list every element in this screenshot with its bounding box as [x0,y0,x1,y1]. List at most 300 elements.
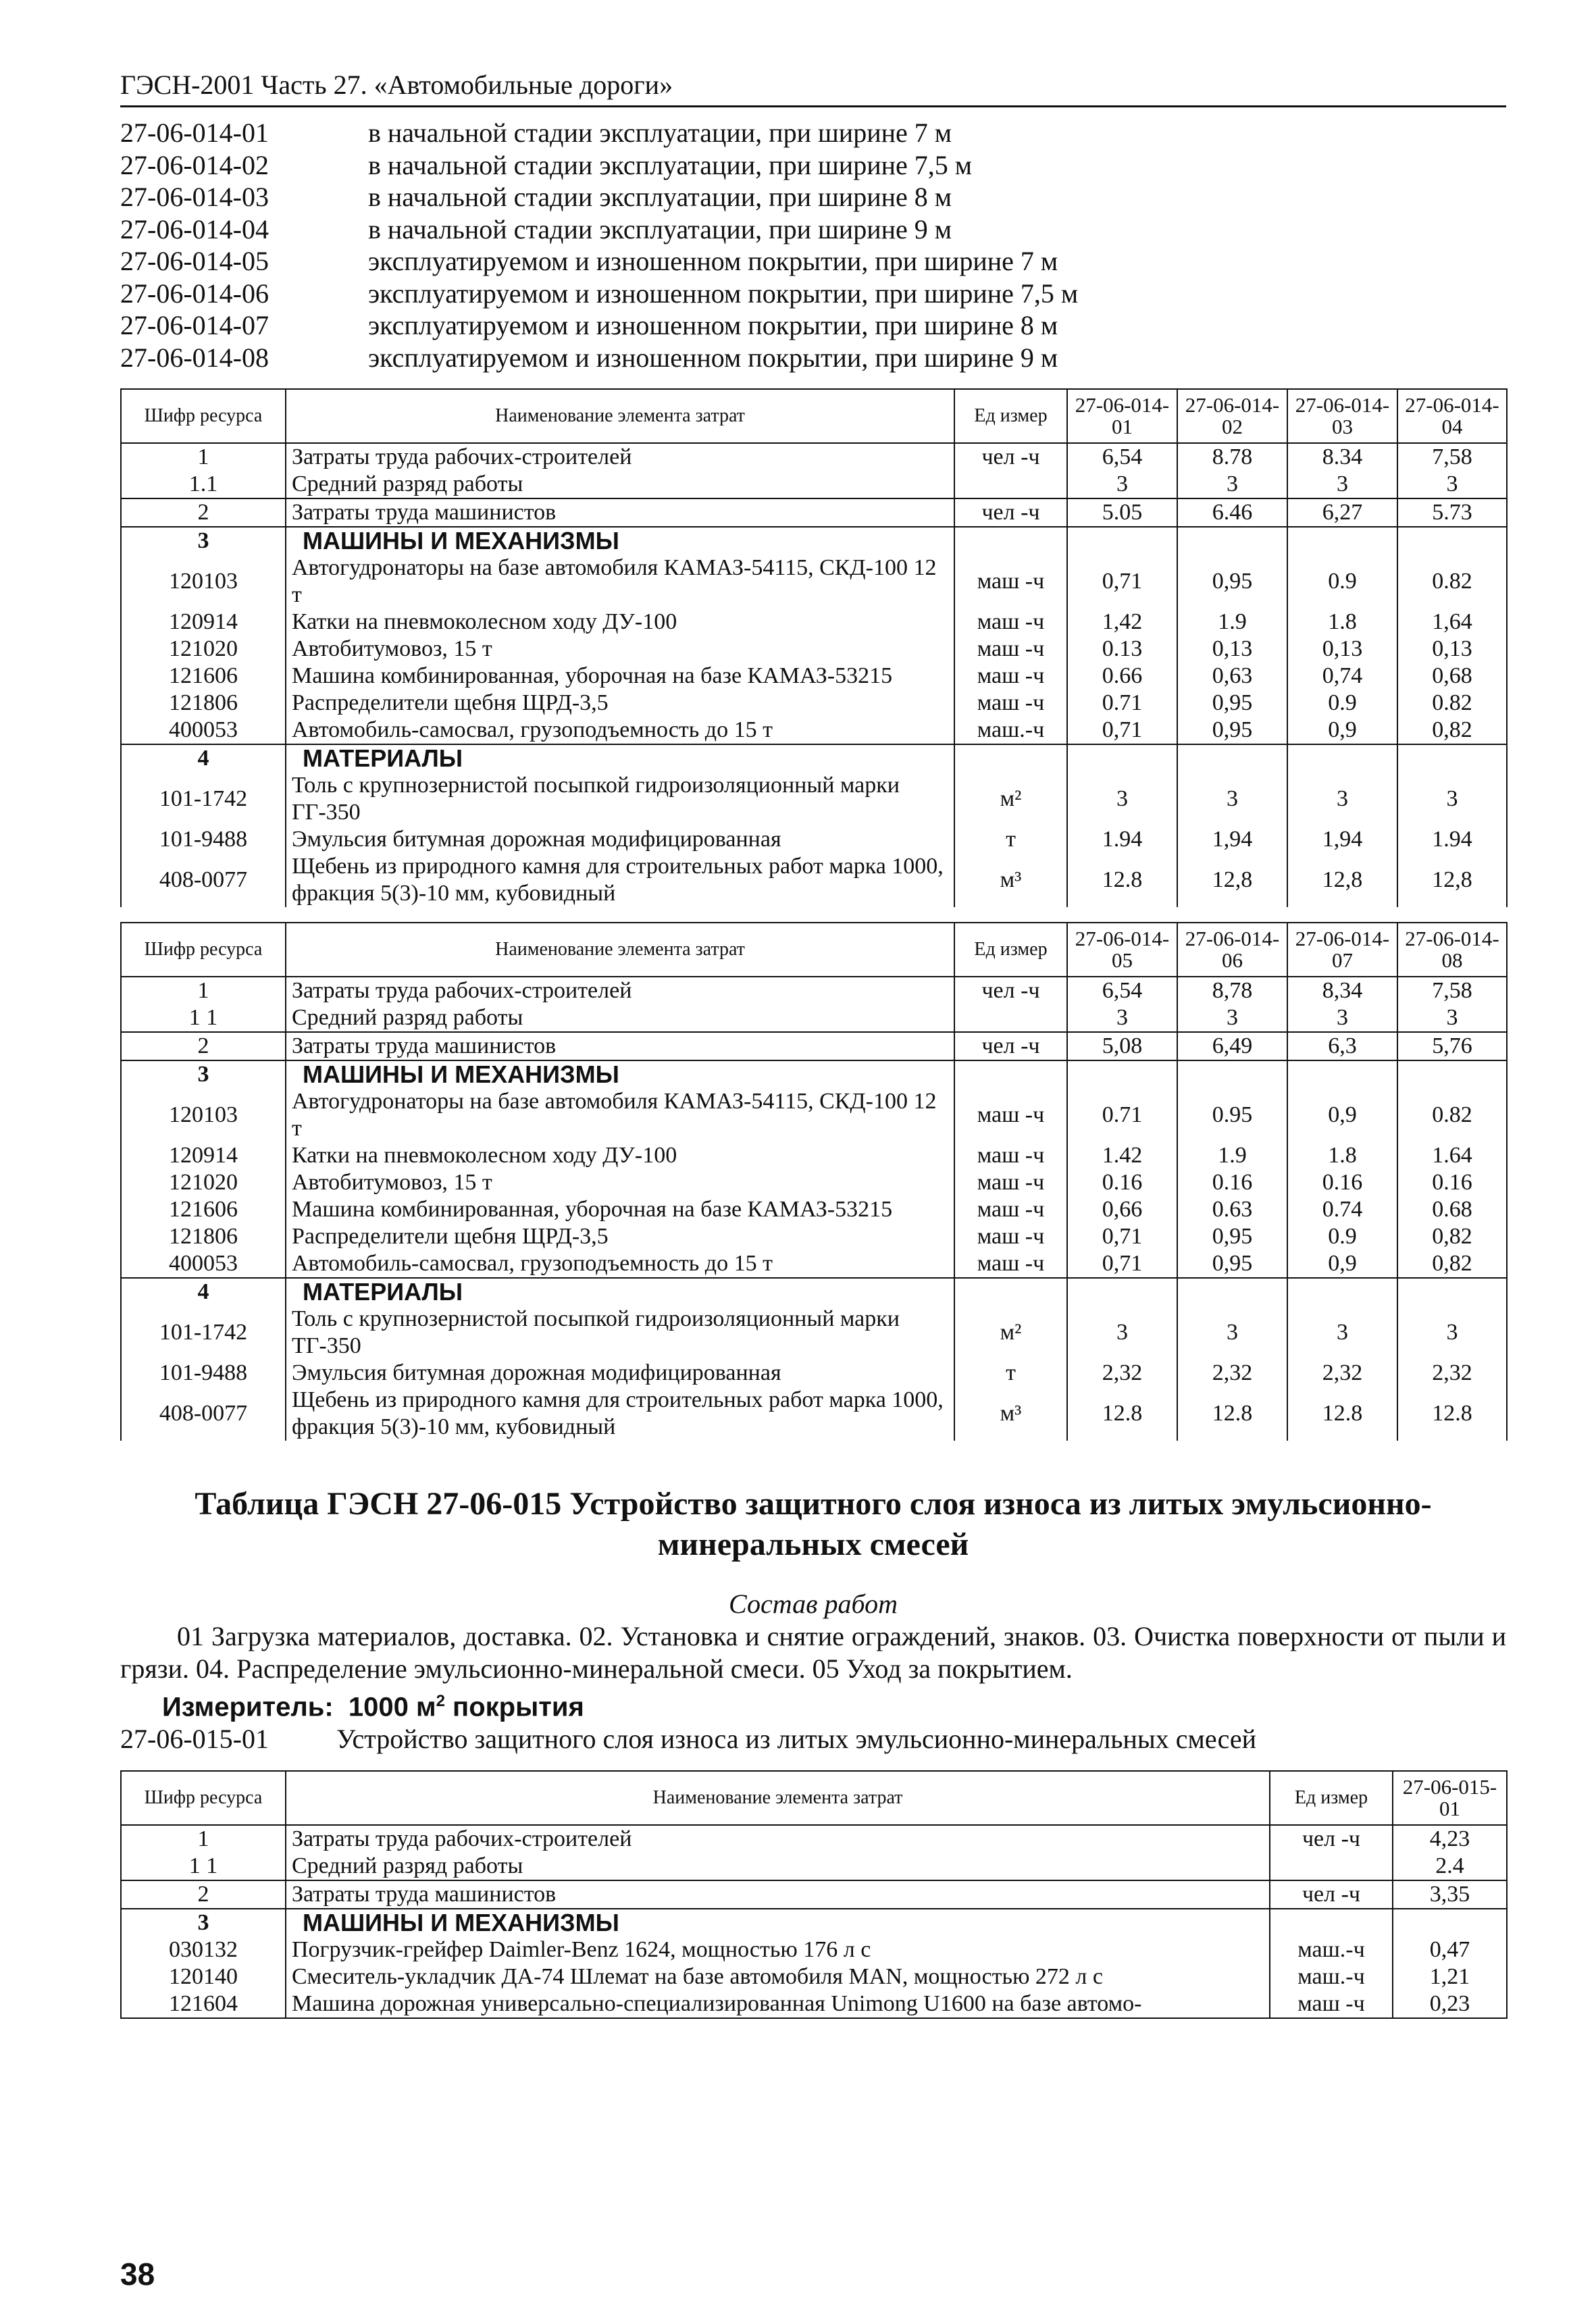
header-col: 27-06-015-01 [1393,1771,1507,1825]
value-cell [1287,744,1397,772]
value-cell: 0,23 [1393,1990,1507,2018]
norm-code: 27-06-014-07 [120,310,269,340]
value-cell: 0.16 [1067,1169,1177,1196]
unit-cell: маш -ч [954,1250,1067,1278]
value-cell: 0,13 [1397,636,1507,663]
page-number: 38 [120,2257,155,2292]
value-cell [1397,744,1507,772]
value-cell: 1.9 [1177,1142,1287,1169]
value-cell: 5,08 [1067,1032,1177,1060]
resource-code: 121606 [121,1196,286,1223]
cost-element-name: Затраты труда рабочих-строителей [286,977,954,1004]
norm-code: 27-06-014-03 [120,182,269,212]
table-row [121,1387,1507,1441]
resource-code: 120140 [121,1963,286,1990]
header-col: 27-06-014-01 [1067,389,1177,443]
cost-element-name: Распределители щебня ЩРД-3,5 [286,1223,954,1250]
value-cell: 3 [1397,1004,1507,1032]
value-cell: 6,49 [1177,1032,1287,1060]
resource-code: 120103 [121,555,286,609]
table-row [121,1825,1507,1853]
value-cell: 1,94 [1287,826,1397,853]
value-cell: 3 [1067,471,1177,498]
value-cell: 0,71 [1067,1250,1177,1278]
table-row [121,1169,1507,1196]
value-cell [1397,527,1507,555]
value-cell: 0.63 [1177,1196,1287,1223]
value-cell: 1.94 [1067,826,1177,853]
norm-description: эксплуатируемом и изношенном покрытии, при ширине 7,5 м [368,278,1079,309]
cost-element-name: Щебень из природного камня для строительных работ марка 1000, фракция 5(3)-10 мм, кубовидный [286,1387,954,1441]
resource-code: 120914 [121,1142,286,1169]
value-cell: 2,32 [1287,1360,1397,1387]
resource-code: 1 [121,1825,286,1853]
cost-element-name: Автобитумовоз, 15 т [286,1169,954,1196]
value-cell: 0,9 [1287,717,1397,744]
cost-element-name: Толь с крупнозернистой посыпкой гидроизоляционный марки ТГ-350 [286,1306,954,1360]
cost-element-name: Толь с крупнозернистой посыпкой гидроизоляционный марки ГГ-350 [286,772,954,826]
table-row [121,853,1507,907]
unit-cell: маш -ч [954,1196,1067,1223]
table-row [121,1004,1507,1032]
value-cell [1067,1278,1177,1306]
meter-label: Измеритель: [162,1692,334,1722]
unit-cell [954,527,1067,555]
value-cell: 8,78 [1177,977,1287,1004]
value-cell: 3 [1067,1306,1177,1360]
value-cell: 3 [1177,1306,1287,1360]
code-list-item [120,181,1506,213]
header-unit: Ед измер [1270,1771,1393,1825]
value-cell [1067,744,1177,772]
unit-cell [954,471,1067,498]
cost-element-name: Катки на пневмоколесном ходу ДУ-100 [286,609,954,636]
table-row [121,1990,1507,2018]
cost-element-name: Автогудронаторы на базе автомобиля КАМАЗ-54115, СКД-100 12 т [286,1088,954,1142]
value-cell: 12.8 [1397,1387,1507,1441]
table-row [121,471,1507,498]
cost-element-name: Затраты труда машинистов [286,1032,954,1060]
section-row [121,1278,1507,1306]
resource-code: 408-0077 [121,853,286,907]
resource-code: 121604 [121,1990,286,2018]
cost-element-name: Погрузчик-грейфер Daimler-Benz 1624, мощностью 176 л с [286,1936,1270,1963]
value-cell: 0,71 [1067,555,1177,609]
table-title-line2: минеральных смесей [657,1526,969,1562]
table-row [121,1032,1507,1060]
value-cell: 12,8 [1287,853,1397,907]
value-cell: 1,94 [1177,826,1287,853]
value-cell: 0,74 [1287,663,1397,690]
value-cell: 2,32 [1067,1360,1177,1387]
value-cell: 12.8 [1067,853,1177,907]
value-cell: 3 [1177,1004,1287,1032]
cost-element-name: Автомобиль-самосвал, грузоподъемность до 15 т [286,717,954,744]
header-name: Наименование элемента затрат [286,1771,1270,1825]
value-cell [1067,527,1177,555]
unit-cell [1270,1909,1393,1936]
running-title: ГЭСН-2001 Часть 27. «Автомобильные дороги» [120,68,1506,107]
value-cell: 0,47 [1393,1936,1507,1963]
unit-cell: чел -ч [954,498,1067,527]
value-cell: 0.95 [1177,1088,1287,1142]
table-row [121,1936,1507,1963]
value-cell: 0.82 [1397,690,1507,717]
value-cell [1177,1060,1287,1088]
resource-code: 101-1742 [121,772,286,826]
unit-cell: маш.-ч [1270,1936,1393,1963]
value-cell: 1.64 [1397,1142,1507,1169]
resource-table-3 [120,1770,1508,2019]
header-unit: Ед измер [954,923,1067,977]
value-cell: 0.9 [1287,1223,1397,1250]
value-cell: 1.8 [1287,1142,1397,1169]
value-cell: 0,82 [1397,1223,1507,1250]
value-cell [1397,1060,1507,1088]
unit-cell: маш -ч [954,690,1067,717]
resource-code: 101-9488 [121,826,286,853]
cost-element-name: Машина комбинированная, уборочная на базе КАМАЗ-53215 [286,1196,954,1223]
value-cell: 0,71 [1067,717,1177,744]
value-cell: 12.8 [1067,1387,1177,1441]
header-name: Наименование элемента затрат [286,923,954,977]
value-cell: 0.68 [1397,1196,1507,1223]
cost-element-name: Смеситель-укладчик ДА-74 Шлемат на базе автомобиля MAN, мощностью 272 л с [286,1963,1270,1990]
unit-cell: чел -ч [1270,1825,1393,1853]
table-row [121,663,1507,690]
meter-line [162,1685,1506,1723]
header-name: Наименование элемента затрат [286,389,954,443]
value-cell [1177,1278,1287,1306]
header-col: 27-06-014-03 [1287,389,1397,443]
value-cell: 0,13 [1177,636,1287,663]
table-row [121,1963,1507,1990]
resource-code: 2 [121,1880,286,1909]
table-row [121,1306,1507,1360]
value-cell [1067,1060,1177,1088]
value-cell: 1.8 [1287,609,1397,636]
code-list-item [120,117,1506,149]
unit-cell: маш.-ч [954,717,1067,744]
resource-code: 4 [121,1278,286,1306]
unit-cell: маш -ч [954,663,1067,690]
value-cell: 1,64 [1397,609,1507,636]
cost-element-name: Автобитумовоз, 15 т [286,636,954,663]
resource-code: 1.1 [121,471,286,498]
value-cell: 0,63 [1177,663,1287,690]
value-cell: 12.8 [1177,1387,1287,1441]
value-cell: 0,68 [1397,663,1507,690]
cost-element-name: Машина комбинированная, уборочная на базе КАМАЗ-53215 [286,663,954,690]
value-cell: 7,58 [1397,977,1507,1004]
value-cell: 0,95 [1177,690,1287,717]
resource-code: 400053 [121,717,286,744]
meter-tail: покрытия [444,1692,584,1722]
unit-cell: чел -ч [954,977,1067,1004]
code-list-item [120,245,1506,278]
norm-code-line [120,1723,1506,1755]
value-cell: 0,95 [1177,1250,1287,1278]
value-cell: 3 [1397,1306,1507,1360]
norm-description: в начальной стадии эксплуатации, при ширине 8 м [368,182,952,212]
value-cell: 0,9 [1287,1250,1397,1278]
value-cell: 0,95 [1177,1223,1287,1250]
value-cell: 1.9 [1177,609,1287,636]
value-cell: 1.42 [1067,1142,1177,1169]
table-row [121,1196,1507,1223]
table-row [121,1088,1507,1142]
value-cell: 0.66 [1067,663,1177,690]
unit-cell: маш -ч [954,1088,1067,1142]
resource-code: 3 [121,1060,286,1088]
section-row [121,527,1507,555]
unit-cell: чел -ч [954,1032,1067,1060]
value-cell: 8,34 [1287,977,1397,1004]
cost-element-name: Автогудронаторы на базе автомобиля КАМАЗ-54115, СКД-100 12 т [286,555,954,609]
norm-description: в начальной стадии эксплуатации, при ширине 9 м [368,213,952,245]
code-list-item [120,278,1506,310]
table-row [121,690,1507,717]
value-cell: 3 [1067,772,1177,826]
value-cell: 1,21 [1393,1963,1507,1990]
header-col: 27-06-014-08 [1397,923,1507,977]
cost-element-name: Эмульсия битумная дорожная модифицированная [286,1360,954,1387]
value-cell: 1,42 [1067,609,1177,636]
value-cell: 0.74 [1287,1196,1397,1223]
cost-element-name: МАШИНЫ И МЕХАНИЗМЫ [286,1060,954,1088]
unit-cell [954,1060,1067,1088]
value-cell: 5,76 [1397,1032,1507,1060]
cost-element-name: МАТЕРИАЛЫ [286,744,954,772]
value-cell [1287,1060,1397,1088]
header-cipher: Шифр ресурса [121,389,286,443]
cost-element-name: Машина дорожная универсально-специализированная Unimong U1600 на базе автомо- [286,1990,1270,2018]
unit-cell: маш -ч [954,609,1067,636]
cost-element-name: Щебень из природного камня для строительных работ марка 1000, фракция 5(3)-10 мм, кубовидный [286,853,954,907]
cost-element-name: Затраты труда рабочих-строителей [286,443,954,471]
work-composition-text: 01 Загрузка материалов, доставка. 02. Установка и снятие ограждений, знаков. 03. Очистка поверхности от пыли и грязи. 04. Распределение эмульсионно-минеральной смеси. 05 Уход за покрытием. [120,1621,1506,1684]
value-cell: 0.16 [1177,1169,1287,1196]
value-cell: 12.8 [1287,1387,1397,1441]
section-row [121,1060,1507,1088]
table-row [121,1360,1507,1387]
unit-cell: чел -ч [954,443,1067,471]
value-cell: 0.71 [1067,690,1177,717]
code-list-item [120,149,1506,182]
value-cell: 0.16 [1397,1169,1507,1196]
resource-table-2 [120,922,1508,1441]
header-col: 27-06-014-05 [1067,923,1177,977]
resource-code: 120914 [121,609,286,636]
header-col: 27-06-014-04 [1397,389,1507,443]
value-cell: 0,82 [1397,1250,1507,1278]
document-page [120,68,1506,2019]
value-cell: 12,8 [1397,853,1507,907]
unit-cell [954,1278,1067,1306]
unit-cell: маш -ч [954,636,1067,663]
table-row [121,977,1507,1004]
norm-description: Устройство защитного слоя износа из литых эмульсионно-минеральных смесей [336,1724,1256,1755]
cost-element-name: Автомобиль-самосвал, грузоподъемность до 15 т [286,1250,954,1278]
norm-description: в начальной стадии эксплуатации, при ширине 7,5 м [368,149,973,180]
unit-cell [1270,1853,1393,1880]
value-cell: 0.82 [1397,555,1507,609]
unit-cell: т [954,1360,1067,1387]
resource-code: 101-9488 [121,1360,286,1387]
cost-element-name: Распределители щебня ЩРД-3,5 [286,690,954,717]
unit-cell: чел -ч [1270,1880,1393,1909]
value-cell: 0,66 [1067,1196,1177,1223]
value-cell: 0,82 [1397,717,1507,744]
value-cell [1393,1909,1507,1936]
unit-cell: м² [954,1306,1067,1360]
value-cell: 3 [1287,1004,1397,1032]
norm-code: 27-06-014-04 [120,213,269,245]
value-cell: 6,27 [1287,498,1397,527]
resource-code: 1 [121,977,286,1004]
cost-element-name: Эмульсия битумная дорожная модифицированная [286,826,954,853]
unit-cell: м³ [954,853,1067,907]
code-list-item [120,309,1506,342]
table-row [121,1250,1507,1278]
resource-code: 121606 [121,663,286,690]
value-cell: 0.82 [1397,1088,1507,1142]
table-title [120,1484,1506,1565]
resource-table-1 [120,388,1508,907]
resource-code: 121806 [121,690,286,717]
cost-element-name: МАШИНЫ И МЕХАНИЗМЫ [286,527,954,555]
norm-code: 27-06-014-05 [120,246,269,276]
resource-code: 408-0077 [121,1387,286,1441]
value-cell: 1.94 [1397,826,1507,853]
section-row [121,744,1507,772]
work-composition-heading: Состав работ [729,1589,898,1619]
value-cell: 3 [1177,772,1287,826]
table-row [121,498,1507,527]
cost-element-name: Катки на пневмоколесном ходу ДУ-100 [286,1142,954,1169]
table-row [121,1223,1507,1250]
table-row [121,443,1507,471]
value-cell: 8.34 [1287,443,1397,471]
norm-code: 27-06-014-02 [120,149,269,180]
value-cell: 3 [1397,772,1507,826]
resource-code: 121020 [121,636,286,663]
value-cell: 0.71 [1067,1088,1177,1142]
unit-cell: т [954,826,1067,853]
value-cell: 6,3 [1287,1032,1397,1060]
resource-code: 3 [121,527,286,555]
value-cell: 12,8 [1177,853,1287,907]
cost-element-name: МАШИНЫ И МЕХАНИЗМЫ [286,1909,1270,1936]
value-cell: 6,54 [1067,977,1177,1004]
value-cell [1287,1278,1397,1306]
resource-code: 1 1 [121,1853,286,1880]
cost-element-name: Средний разряд работы [286,1004,954,1032]
norm-description: эксплуатируемом и изношенном покрытии, при ширине 8 м [368,310,1058,340]
value-cell: 2,32 [1397,1360,1507,1387]
value-cell: 4,23 [1393,1825,1507,1853]
value-cell: 6,54 [1067,443,1177,471]
resource-code: 121020 [121,1169,286,1196]
unit-cell: маш -ч [954,1223,1067,1250]
section-row [121,1909,1507,1936]
value-cell: 2.4 [1393,1853,1507,1880]
value-cell: 0.9 [1287,690,1397,717]
value-cell: 7,58 [1397,443,1507,471]
cost-element-name: Средний разряд работы [286,471,954,498]
table-row [121,555,1507,609]
header-unit: Ед измер [954,389,1067,443]
table-title-line1: Таблица ГЭСН 27-06-015 Устройство защитного слоя износа из литых эмульсионно- [195,1486,1432,1522]
header-col: 27-06-014-02 [1177,389,1287,443]
value-cell [1397,1278,1507,1306]
value-cell [1177,527,1287,555]
value-cell: 0,13 [1287,636,1397,663]
code-list [120,117,1506,374]
unit-cell: маш -ч [1270,1990,1393,2018]
norm-description: в начальной стадии эксплуатации, при ширине 7 м [368,118,952,148]
cost-element-name: МАТЕРИАЛЫ [286,1278,954,1306]
table-row [121,1853,1507,1880]
norm-description: эксплуатируемом и изношенном покрытии, при ширине 9 м [368,342,1058,373]
table-row [121,1142,1507,1169]
unit-cell: м² [954,772,1067,826]
resource-code: 1 1 [121,1004,286,1032]
norm-code: 27-06-014-01 [120,118,269,148]
value-cell: 0.16 [1287,1169,1397,1196]
value-cell: 3 [1067,1004,1177,1032]
table-row [121,717,1507,744]
value-cell: 3 [1397,471,1507,498]
norm-code: 27-06-014-08 [120,342,269,373]
resource-code: 101-1742 [121,1306,286,1360]
table-row [121,1880,1507,1909]
value-cell: 8.78 [1177,443,1287,471]
header-col: 27-06-014-07 [1287,923,1397,977]
unit-cell: маш.-ч [1270,1963,1393,1990]
value-cell [1287,527,1397,555]
cost-element-name: Затраты труда рабочих-строителей [286,1825,1270,1853]
resource-code: 030132 [121,1936,286,1963]
header-cipher: Шифр ресурса [121,923,286,977]
meter-sup: 2 [436,1692,445,1710]
cost-element-name: Затраты труда машинистов [286,498,954,527]
norm-code: 27-06-015-01 [120,1724,269,1755]
unit-cell: м³ [954,1387,1067,1441]
table-row [121,609,1507,636]
unit-cell: маш -ч [954,1142,1067,1169]
resource-code: 120103 [121,1088,286,1142]
norm-code: 27-06-014-06 [120,278,269,309]
value-cell: 0,95 [1177,555,1287,609]
value-cell: 0.13 [1067,636,1177,663]
value-cell: 0,9 [1287,1088,1397,1142]
value-cell: 0,95 [1177,717,1287,744]
value-cell: 2,32 [1177,1360,1287,1387]
value-cell: 6.46 [1177,498,1287,527]
header-col: 27-06-014-06 [1177,923,1287,977]
value-cell: 5.05 [1067,498,1177,527]
value-cell: 3,35 [1393,1880,1507,1909]
resource-code: 2 [121,498,286,527]
value-cell: 3 [1287,471,1397,498]
value-cell: 3 [1177,471,1287,498]
norm-description: эксплуатируемом и изношенном покрытии, при ширине 7 м [368,246,1058,276]
unit-cell [954,1004,1067,1032]
resource-code: 3 [121,1909,286,1936]
resource-code: 1 [121,443,286,471]
resource-code: 400053 [121,1250,286,1278]
